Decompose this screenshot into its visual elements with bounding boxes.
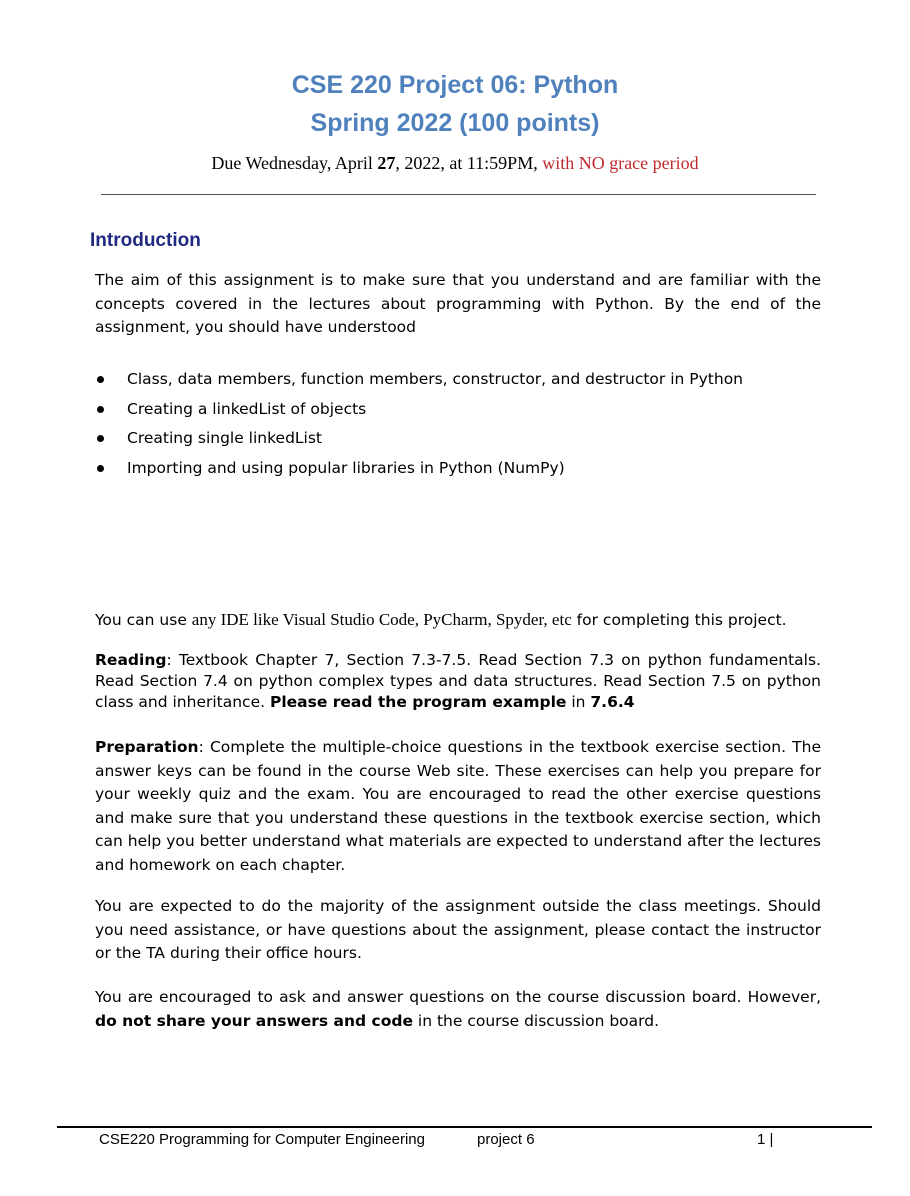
- document-title: CSE 220 Project 06: Python: [291, 71, 619, 99]
- list-item: [95, 457, 795, 487]
- ide-before: You can use: [95, 611, 192, 629]
- discussion-text: You are encouraged to ask and answer questions on the course discussion board. However,: [95, 988, 821, 1006]
- bullet-icon: [97, 376, 104, 383]
- document-subtitle: Spring 2022 (100 points): [310, 109, 600, 137]
- intro-paragraph: The aim of this assignment is to make sure that you understand and are familiar with the concepts covered in the lectures about programming with Python. By the end of the assignment, you should have understood: [95, 271, 821, 336]
- list-item-text: Importing and using popular libraries in Python (NumPy): [127, 458, 565, 477]
- reading-paragraph: [95, 650, 821, 713]
- discussion-after: in the course discussion board.: [412, 1011, 660, 1030]
- discussion-emphasis: do not share your answers and code: [95, 1011, 413, 1030]
- intro-heading: Introduction: [90, 230, 201, 251]
- preparation-label: Preparation: [95, 738, 199, 756]
- discussion-paragraph: [95, 986, 821, 1033]
- ide-after: for completing this project.: [571, 611, 787, 629]
- due-prefix: Due Wednesday, April: [211, 153, 378, 173]
- objectives-list: [95, 368, 795, 486]
- list-item: [95, 427, 795, 457]
- due-middle: , 2022, at 11:59PM,: [395, 153, 543, 173]
- reading-in: in: [566, 693, 591, 711]
- header-divider: [101, 194, 816, 195]
- footer-course: CSE220 Programming for Computer Engineering: [99, 1131, 425, 1148]
- due-day: 27: [377, 153, 396, 173]
- preparation-text: : Complete the multiple-choice questions in the textbook exercise section. The answer keys can be found in the course Web site. These exercises can help you prepare for your weekly quiz and the exam. You are encouraged to read the other exercise questions and make sure that you understand these questions in the textbook exercise section, which can help you better understand what materials are expected to understand after the lectures and homework on each chapter.: [95, 738, 822, 874]
- expected-paragraph: You are expected to do the majority of the assignment outside the class meetings. Should you need assistance, or have questions about the assignment, please contact the instructor or the TA during their office hours.: [95, 897, 821, 962]
- footer-page-number: 1 |: [757, 1131, 774, 1148]
- footer-divider: [57, 1126, 872, 1128]
- preparation-paragraph: [95, 736, 821, 877]
- due-date-line: [0, 153, 910, 174]
- ide-paragraph: [95, 608, 821, 633]
- list-item-text: Class, data members, function members, constructor, and destructor in Python: [127, 370, 744, 388]
- footer-project: project 6: [477, 1131, 535, 1148]
- reading-label: Reading: [95, 651, 167, 669]
- ide-list: any IDE like Visual Studio Code, PyCharm, Spyder, etc: [191, 610, 572, 629]
- list-item: [95, 398, 795, 428]
- bullet-icon: [97, 465, 104, 472]
- reading-text: : Textbook Chapter 7, Section 7.3-7.5. Read Section 7.3 on python fundamentals. Read Section 7.4 on python complex types and data structures. Read Section 7.5 on python class and inheritance.: [95, 651, 821, 711]
- list-item-text: Creating a linkedList of objects: [127, 399, 367, 418]
- list-item: [95, 368, 795, 398]
- bullet-icon: [97, 435, 104, 442]
- due-warning: with NO grace period: [542, 153, 699, 173]
- list-item-text: Creating single linkedList: [127, 429, 323, 447]
- reading-emphasis: Please read the program example: [269, 693, 567, 711]
- reading-section: 7.6.4: [590, 693, 635, 711]
- bullet-icon: [97, 406, 104, 413]
